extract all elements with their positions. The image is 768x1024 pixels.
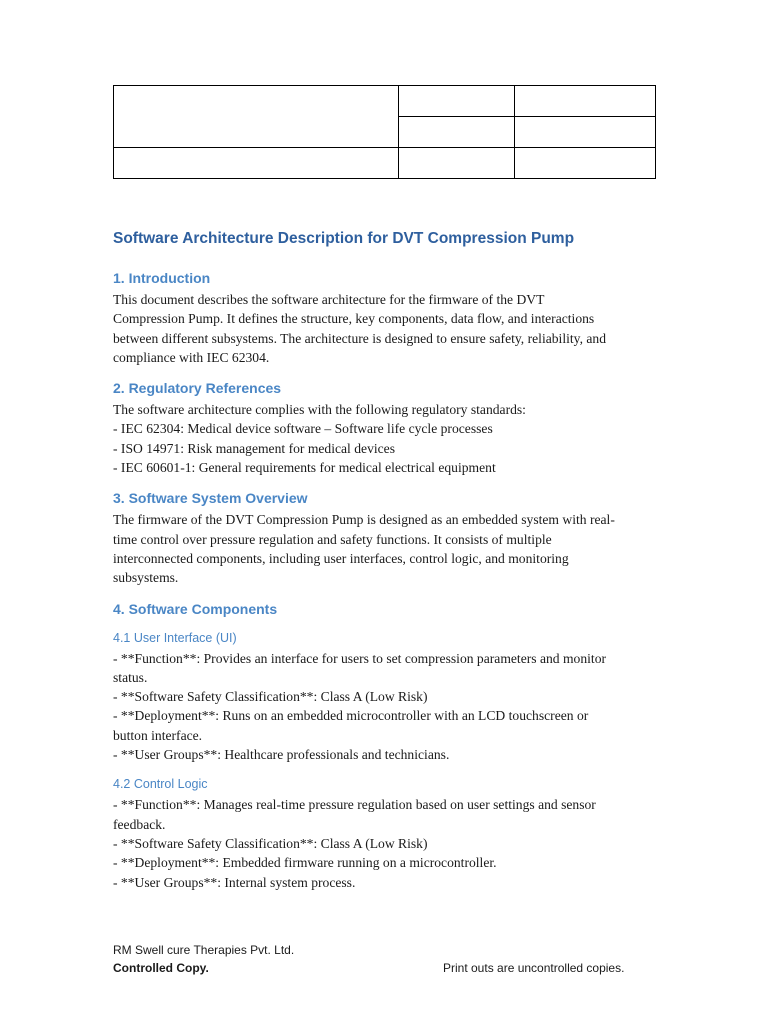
text-line: subsystems. — [113, 570, 179, 586]
document-title: Software Architecture Description for DVT Compression Pump — [113, 230, 575, 247]
list-item: - **Deployment**: Runs on an embedded microcontroller with an LCD touchscreen or — [113, 708, 589, 724]
document-body — [113, 226, 658, 901]
list-item: - **Software Safety Classification**: Class A (Low Risk) — [113, 835, 428, 851]
text-line: This document describes the software architecture for the firmware of the DVT — [113, 292, 545, 307]
list-item: - **Function**: Manages real-time pressure regulation based on user settings and sensor — [113, 797, 596, 813]
text-line: button interface. — [113, 727, 203, 743]
control-logic-paragraph — [113, 795, 658, 891]
text-line: feedback. — [113, 816, 166, 832]
list-item: - ISO 14971: Risk management for medical devices — [113, 440, 395, 456]
list-item: - IEC 60601-1: General requirements for medical electrical equipment — [113, 460, 496, 476]
subsection-heading-control-logic: 4.2 Control Logic — [113, 777, 208, 792]
text-line: time control over pressure regulation and safety functions. It consists of multiple — [113, 531, 552, 547]
text-line: compliance with IEC 62304. — [113, 349, 270, 365]
text-line: The firmware of the DVT Compression Pump is designed as an embedded system with real- — [113, 512, 615, 528]
subsection-heading-user-interface: 4.1 User Interface (UI) — [113, 630, 237, 645]
user-interface-paragraph — [113, 649, 658, 765]
list-item: - **Function**: Provides an interface for users to set compression parameters and monitor — [113, 650, 607, 666]
header-cell — [399, 86, 515, 117]
footer-uncontrolled-note: Print outs are uncontrolled copies. — [443, 961, 625, 975]
text-line: Compression Pump. It defines the structure, key components, data flow, and interactions — [113, 311, 595, 327]
footer-company-name: RM Swell cure Therapies Pvt. Ltd. — [113, 943, 295, 957]
footer-controlled-copy: Controlled Copy. — [113, 961, 209, 975]
list-item: - **User Groups**: Healthcare professionals and technicians. — [113, 747, 450, 763]
text-line: between different subsystems. The architecture is designed to ensure safety, reliability, and — [113, 330, 606, 346]
header-cell — [114, 148, 399, 179]
text-line: The software architecture complies with the following regulatory standards: — [113, 402, 526, 418]
list-item: - **Software Safety Classification**: Class A (Low Risk) — [113, 689, 428, 705]
text-line: interconnected components, including user interfaces, control logic, and monitoring — [113, 550, 569, 566]
header-cell-title — [114, 86, 399, 148]
header-cell — [515, 117, 656, 148]
section-heading-software-components: 4. Software Components — [113, 600, 278, 617]
section-heading-introduction: 1. Introduction — [113, 270, 211, 286]
system-overview-paragraph — [113, 510, 658, 587]
list-item: - IEC 62304: Medical device software – Software life cycle processes — [113, 421, 493, 437]
list-item: - **User Groups**: Internal system process. — [113, 874, 356, 890]
regulatory-paragraph — [113, 400, 658, 477]
document-control-table — [113, 85, 656, 179]
section-heading-regulatory-references: 2. Regulatory References — [113, 380, 282, 397]
header-cell — [399, 117, 515, 148]
header-cell — [399, 148, 515, 179]
text-line: status. — [113, 669, 148, 685]
header-cell — [515, 148, 656, 179]
list-item: - **Deployment**: Embedded firmware running on a microcontroller. — [113, 855, 497, 871]
section-heading-system-overview: 3. Software System Overview — [113, 490, 308, 507]
header-cell — [515, 86, 656, 117]
introduction-paragraph — [113, 290, 658, 367]
